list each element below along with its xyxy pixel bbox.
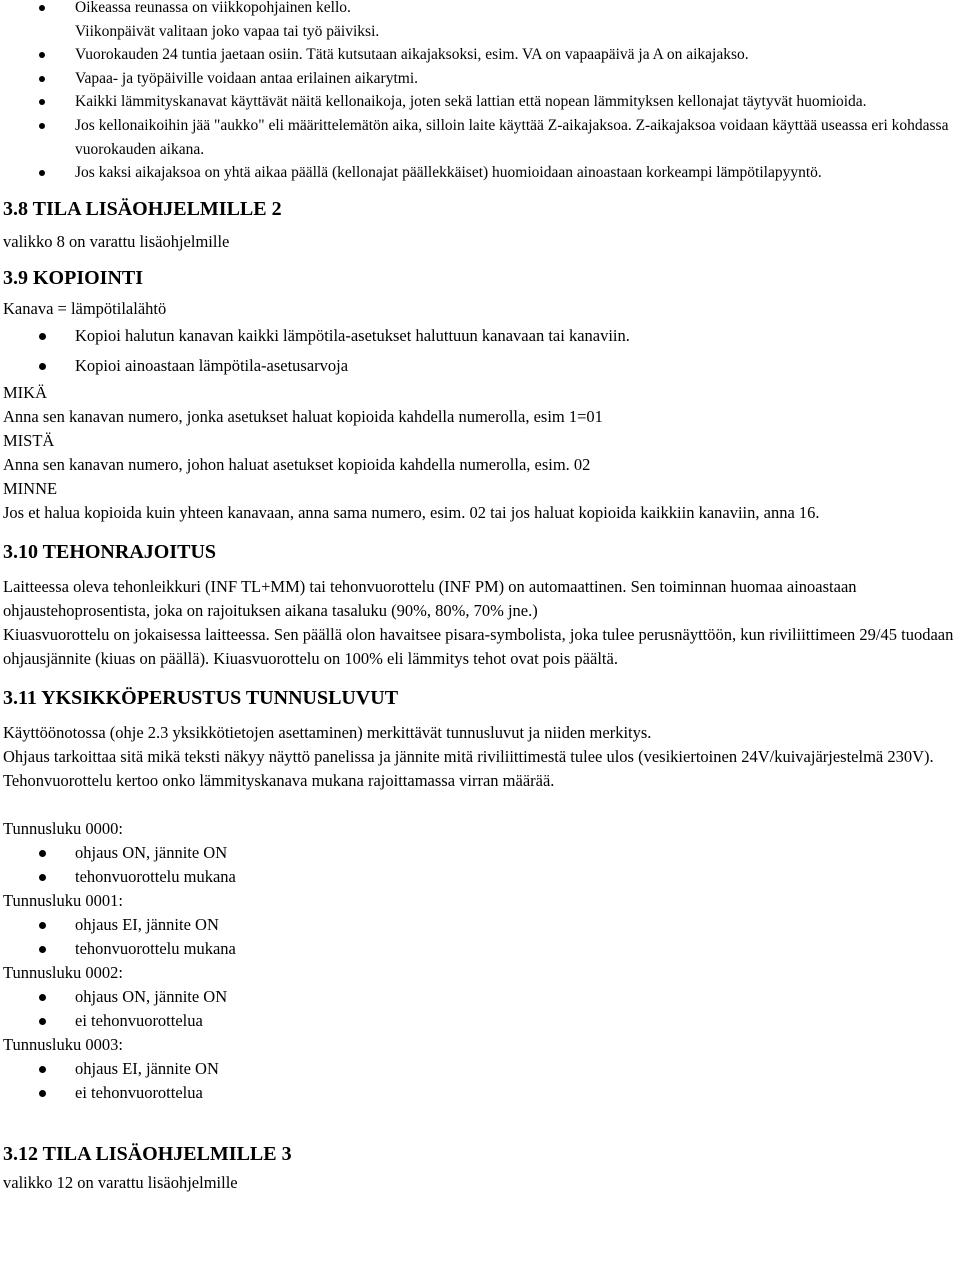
list-item: [3, 1057, 960, 1081]
code-items: [3, 985, 960, 1033]
mista-text: Anna sen kanavan numero, johon haluat asetukset kopioida kahdella numerolla, esim. 02: [3, 454, 591, 474]
list-item: [3, 937, 960, 961]
list-item: [3, 865, 960, 889]
list-item: [3, 1009, 960, 1033]
list-item-text: Vuorokauden 24 tuntia jaetaan osiin. Tätä kutsutaan aikajaksoksi, esim. VA on vapaapäivä ja A on aikajakso.: [75, 46, 749, 64]
list-item-text: Kaikki lämmityskanavat käyttävät näitä kellonaikoja, joten sekä lattian että nopean lämmityksen kellonajat täytyvät huomioida.: [75, 93, 867, 111]
copy-instructions: [3, 381, 960, 525]
list-item-text: Kopioi halutun kanavan kaikki lämpötila-asetukset haluttuun kanavaan tai kanaviin.: [75, 325, 630, 345]
list-item-text: tehonvuorottelu mukana: [75, 866, 236, 886]
bullet-icon: [39, 123, 45, 129]
section-heading-3-10: 3.10 TEHONRAJOITUS: [3, 540, 217, 563]
list-item-continuation: [3, 20, 960, 44]
bullet-icon: [39, 946, 46, 953]
code-label: Tunnusluku 0000:: [3, 818, 123, 838]
bullet-icon: [39, 922, 46, 929]
mika-text: Anna sen kanavan numero, jonka asetukset haluat kopioida kahdella numerolla, esim 1=01: [3, 406, 603, 426]
list-item-text: ei tehonvuorottelua: [75, 1010, 203, 1030]
list-item-text: Jos kellonaikoihin jää "aukko" eli määrittelemätön aika, silloin laite käyttää Z-aikajaksoa. Z-aikajaksoa voidaan käyttää useassa eri kohdassa vuorokauden aikana.: [75, 116, 949, 158]
list-item-text: ohjaus ON, jännite ON: [75, 842, 228, 862]
bullet-icon: [39, 76, 45, 82]
section-text: valikko 12 on varattu lisäohjelmille: [3, 1172, 238, 1192]
list-item: [3, 114, 960, 161]
bullet-icon: [39, 5, 45, 11]
section-text: valikko 8 on varattu lisäohjelmille: [3, 231, 230, 251]
bullet-icon: [39, 333, 46, 340]
mista-label: MISTÄ: [3, 430, 55, 450]
bullet-icon: [39, 99, 45, 105]
list-item-text: ohjaus EI, jännite ON: [75, 914, 219, 934]
section-paragraph: Kiuasvuorottelu on jokaisessa laitteessa. Sen päällä olon havaitsee pisara-symbolista, joka tulee perusnäyttöön, kun riviliittimeen 29/45 tuodaan ohjausjännite (kiuas on päällä). Kiuasvuorottelu on 100% eli lämmitys tehot ovat pois päältä.: [3, 624, 954, 668]
list-item: [3, 913, 960, 937]
list-item-text: ei tehonvuorottelua: [75, 1082, 203, 1102]
list-item-text: Jos kaksi aikajaksoa on yhtä aikaa päällä (kellonajat päällekkäiset) huomioidaan ainoastaan korkeampi lämpötilapyyntö.: [75, 164, 822, 182]
section-heading-3-8: 3.8 TILA LISÄOHJELMILLE 2: [3, 197, 282, 220]
bullet-icon: [39, 170, 45, 176]
minne-label: MINNE: [3, 478, 58, 498]
list-item-text: Kopioi ainoastaan lämpötila-asetusarvoja: [75, 355, 349, 375]
list-item: [3, 161, 960, 185]
bullet-icon: [39, 874, 46, 881]
code-label: Tunnusluku 0002:: [3, 962, 123, 982]
code-list: [3, 817, 960, 1105]
section-heading-3-12: 3.12 TILA LISÄOHJELMILLE 3: [3, 1142, 292, 1165]
top-bullet-list: [3, 0, 960, 185]
bullet-icon: [39, 1090, 46, 1097]
minne-text: Jos et halua kopioida kuin yhteen kanavaan, anna sama numero, esim. 02 tai jos haluat kopioida kaikkiin kanaviin, anna 16.: [3, 502, 820, 522]
bullet-icon: [39, 52, 45, 58]
list-item-text: Oikeassa reunassa on viikkopohjainen kello.: [75, 0, 351, 16]
list-item: [3, 841, 960, 865]
list-item-text: Viikonpäivät valitaan joko vapaa tai työ päiviksi.: [75, 22, 380, 40]
code-label: Tunnusluku 0001:: [3, 890, 123, 910]
list-item: [3, 1081, 960, 1105]
section-paragraph: Laitteessa oleva tehonleikkuri (INF TL+MM) tai tehonvuorottelu (INF PM) on automaattinen. Sen toiminnan huomaa ainoastaan ohjaustehoprosentista, joka on rajoituksen aikana tasaluku (90%, 80%, 70% jne.): [3, 576, 857, 620]
bullet-icon: [39, 363, 46, 370]
list-item: [3, 0, 960, 20]
list-item: [3, 321, 960, 351]
bullet-icon: [39, 1018, 46, 1025]
section-heading-3-11: 3.11 YKSIKKÖPERUSTUS TUNNUSLUVUT: [3, 686, 399, 709]
list-item: [3, 985, 960, 1009]
mika-label: MIKÄ: [3, 382, 47, 402]
code-items: [3, 913, 960, 961]
code-items: [3, 1057, 960, 1105]
copy-options-list: [3, 321, 960, 381]
list-item: [3, 67, 960, 91]
section-paragraph: Ohjaus tarkoittaa sitä mikä teksti näkyy näyttö panelissa ja jännite mitä riviliittimestä tulee ulos (vesikiertoinen 24V/kuivajärjestelmä 230V). Tehonvuorottelu kertoo onko lämmityskanava mukana rajoittamassa virran määrää.: [3, 746, 934, 790]
bullet-icon: [39, 1066, 46, 1073]
list-item: [3, 43, 960, 67]
section-heading-3-9: 3.9 KOPIOINTI: [3, 266, 144, 289]
list-item: [3, 90, 960, 114]
code-label: Tunnusluku 0003:: [3, 1034, 123, 1054]
code-items: [3, 841, 960, 889]
section-intro: Kanava = lämpötilalähtö: [3, 298, 167, 318]
list-item: [3, 351, 960, 381]
section-paragraph: Käyttöönotossa (ohje 2.3 yksikkötietojen asettaminen) merkittävät tunnusluvut ja niiden merkitys.: [3, 722, 652, 742]
list-item-text: Vapaa- ja työpäiville voidaan antaa erilainen aikarytmi.: [75, 69, 419, 87]
list-item-text: tehonvuorottelu mukana: [75, 938, 236, 958]
bullet-icon: [39, 994, 46, 1001]
bullet-icon: [39, 850, 46, 857]
list-item-text: ohjaus ON, jännite ON: [75, 986, 228, 1006]
list-item-text: ohjaus EI, jännite ON: [75, 1058, 219, 1078]
